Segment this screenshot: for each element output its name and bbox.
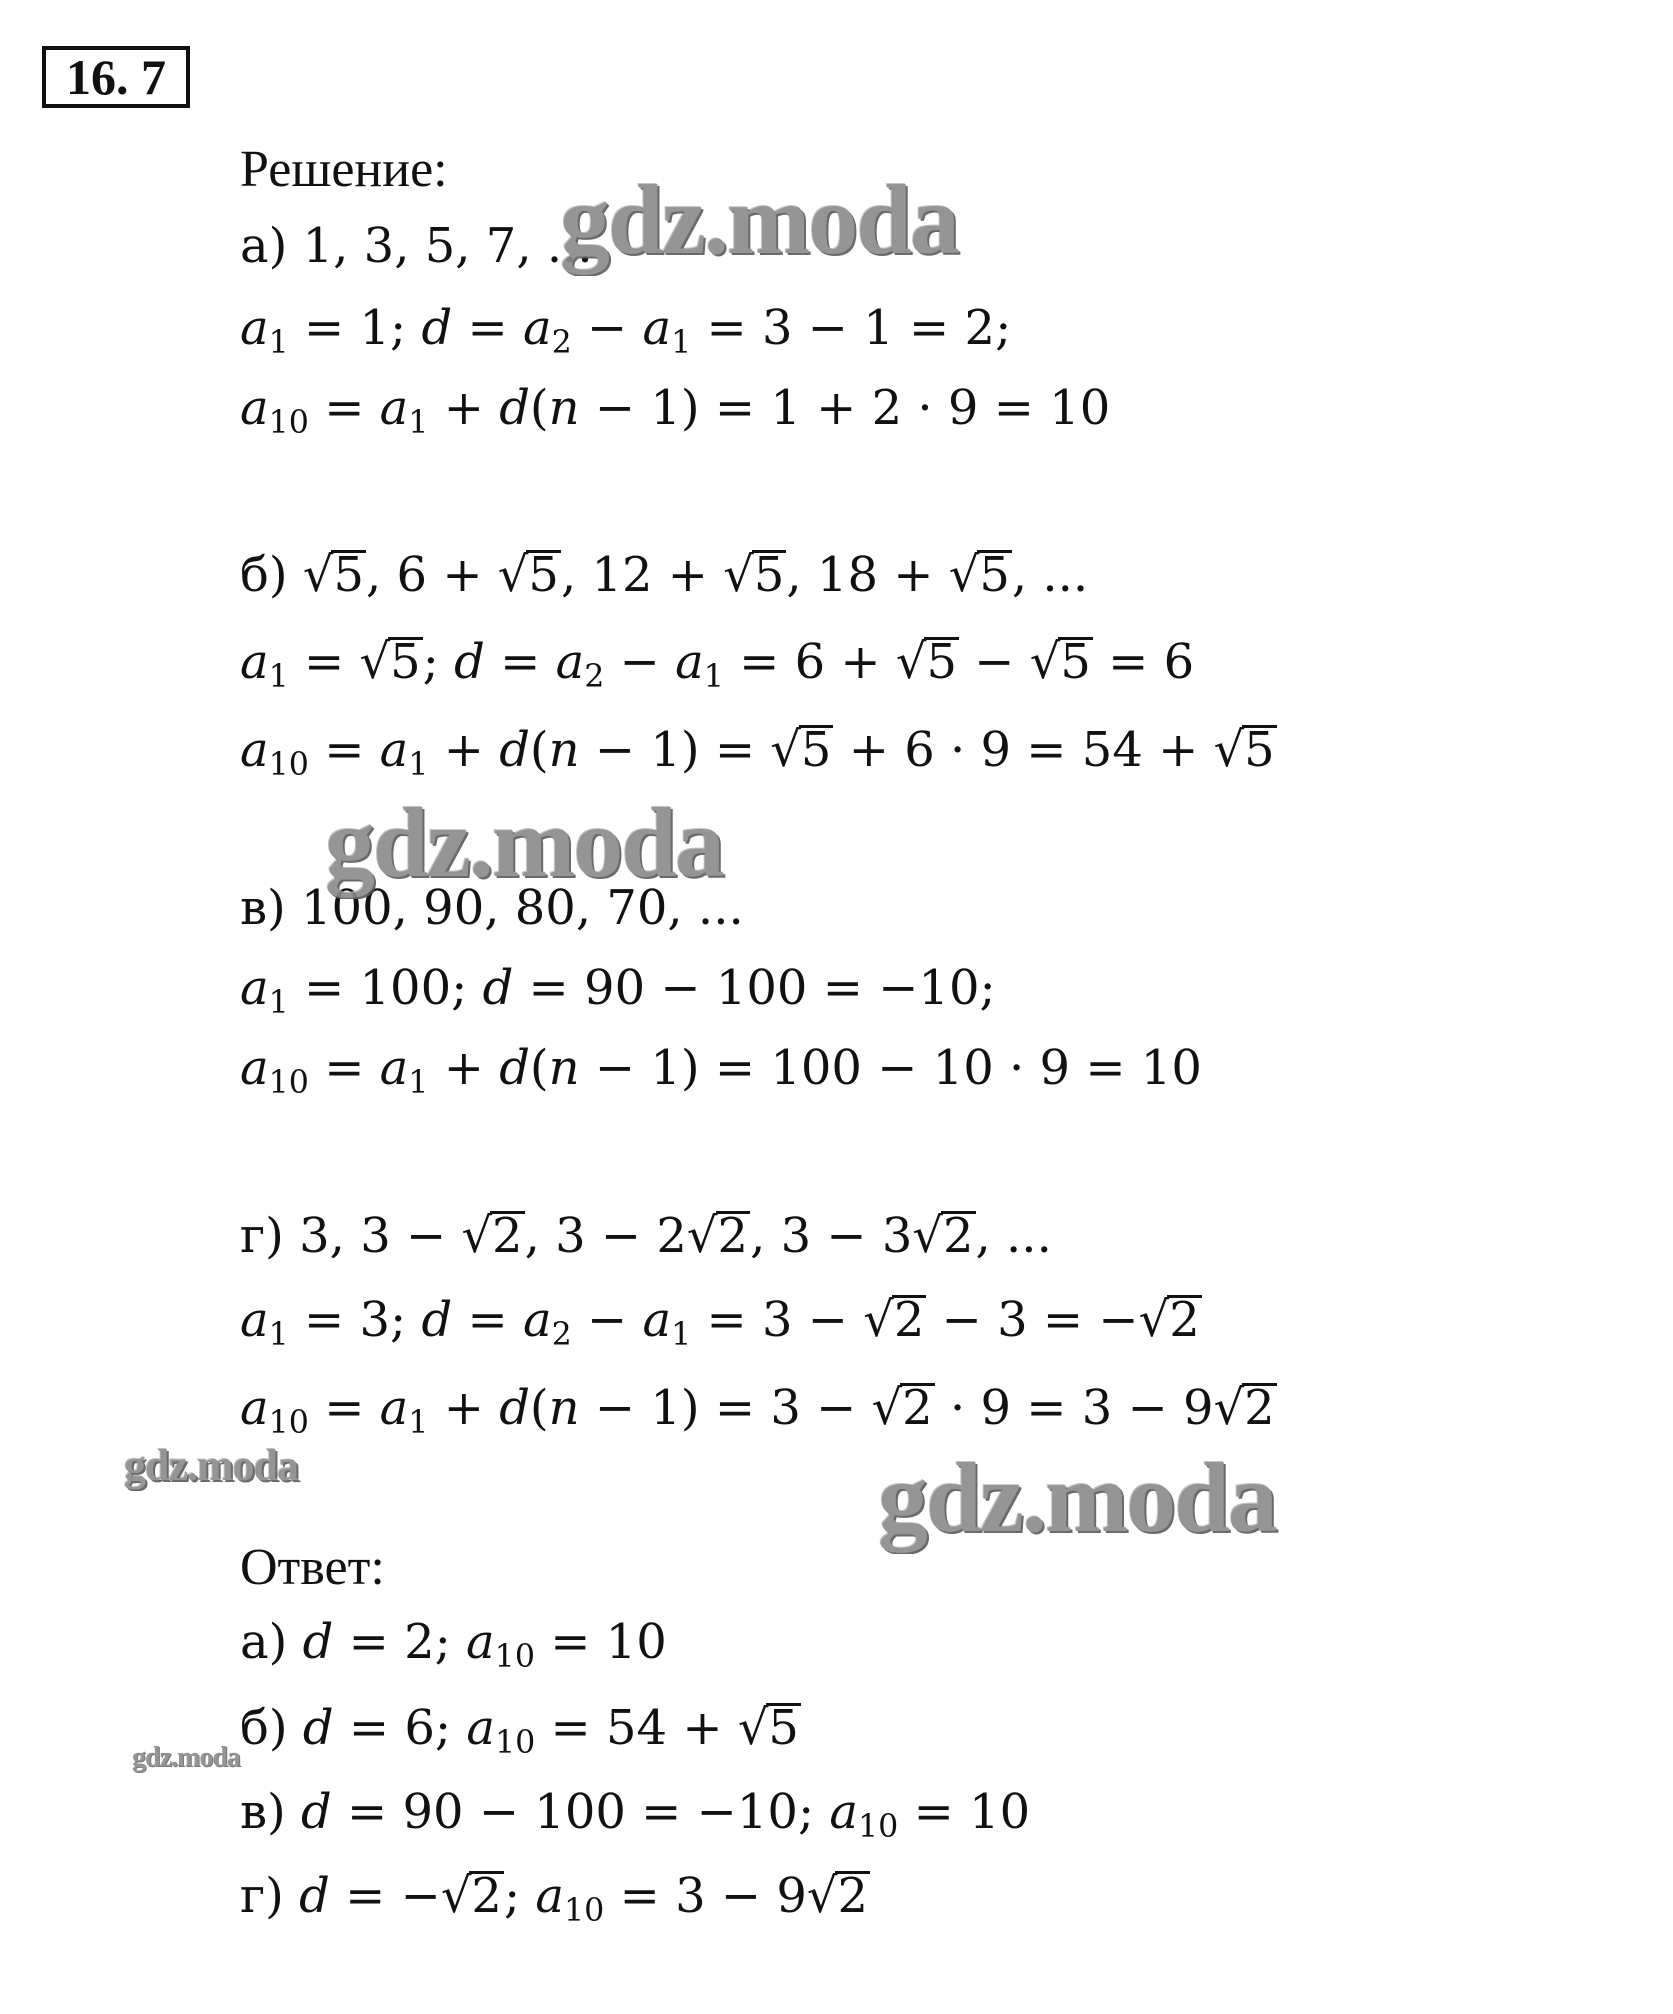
task-number-box	[42, 46, 190, 108]
solution-label: Решение:	[240, 141, 448, 198]
part-v-marker: в)	[240, 880, 286, 936]
part-b-tenth-term: $a_{10} = a_1 + d(n - 1) = √5 + 6 \cdot 9 = 54 + √5$	[240, 722, 1275, 783]
part-v-terms: 100, 90, 80, 70, ...	[301, 880, 744, 936]
part-a-terms: 1, 3, 5, 7, ...	[302, 218, 593, 274]
watermark-logo: gdz.moda	[124, 1441, 299, 1490]
answer-v: в) d = 90 − 100 = −10; $a_{10} = 10$	[240, 1784, 1031, 1845]
part-g-tenth-term: $a_{10} = a_1 + d(n - 1) = 3 - √2 \cdot 9 = 3 - 9√2$	[240, 1380, 1275, 1441]
part-g-marker: г)	[240, 1208, 284, 1264]
part-a-tenth-term: $a_{10} = a_1 + d(n - 1) = 1 + 2 \cdot 9 = 10$	[240, 380, 1111, 441]
part-a-difference: $a_1 = 1$; $d = a_2 - a_1 = 3 - 1 = 2$;	[240, 300, 1012, 361]
part-v-difference: $a_1 = 100$; d = 90 − 100 = −10;	[240, 960, 996, 1021]
answer-b: б) d = 6; $a_{10} = 54 + √5$	[240, 1700, 799, 1761]
watermark-logo: gdz.moda	[325, 787, 723, 898]
part-a-marker: а)	[240, 218, 288, 274]
part-b-sequence: б) √5, 6 + √5, 12 + √5, 18 + √5, ...	[240, 547, 1089, 603]
part-b-marker: б)	[240, 547, 288, 603]
part-g-sequence: г) 3, 3 − √2, 3 − 2√2, 3 − 3√2, ...	[240, 1208, 1052, 1264]
part-g-difference: $a_1 = 3$; $d = a_2 - a_1 = 3 - √2 - 3 = -√2$	[240, 1292, 1200, 1353]
part-a-sequence	[240, 216, 593, 276]
answer-label: Ответ:	[240, 1539, 385, 1596]
answer-a: а) d = 2; $a_{10} = 10$	[240, 1614, 667, 1675]
answer-g: г) d = −√2; $a_{10} = 3 - 9√2$	[240, 1868, 869, 1929]
answer-v-marker: в)	[240, 1784, 286, 1840]
task-number: 16. 7	[66, 49, 166, 105]
watermark-logo: gdz.moda	[878, 1442, 1276, 1553]
answer-b-marker: б)	[240, 1700, 288, 1756]
watermark-logo: gdz.moda	[132, 1742, 240, 1773]
watermark-logo: gdz.moda	[560, 164, 958, 275]
part-v-tenth-term: $a_{10} = a_1 + d(n - 1) = 100 - 10 \cdot 9 = 10$	[240, 1040, 1202, 1101]
answer-a-marker: а)	[240, 1614, 288, 1670]
answer-g-marker: г)	[240, 1868, 284, 1924]
part-b-difference: $a_1 = √5$; $d = a_2 - a_1 = 6 + √5 - √5 = 6$	[240, 634, 1195, 695]
